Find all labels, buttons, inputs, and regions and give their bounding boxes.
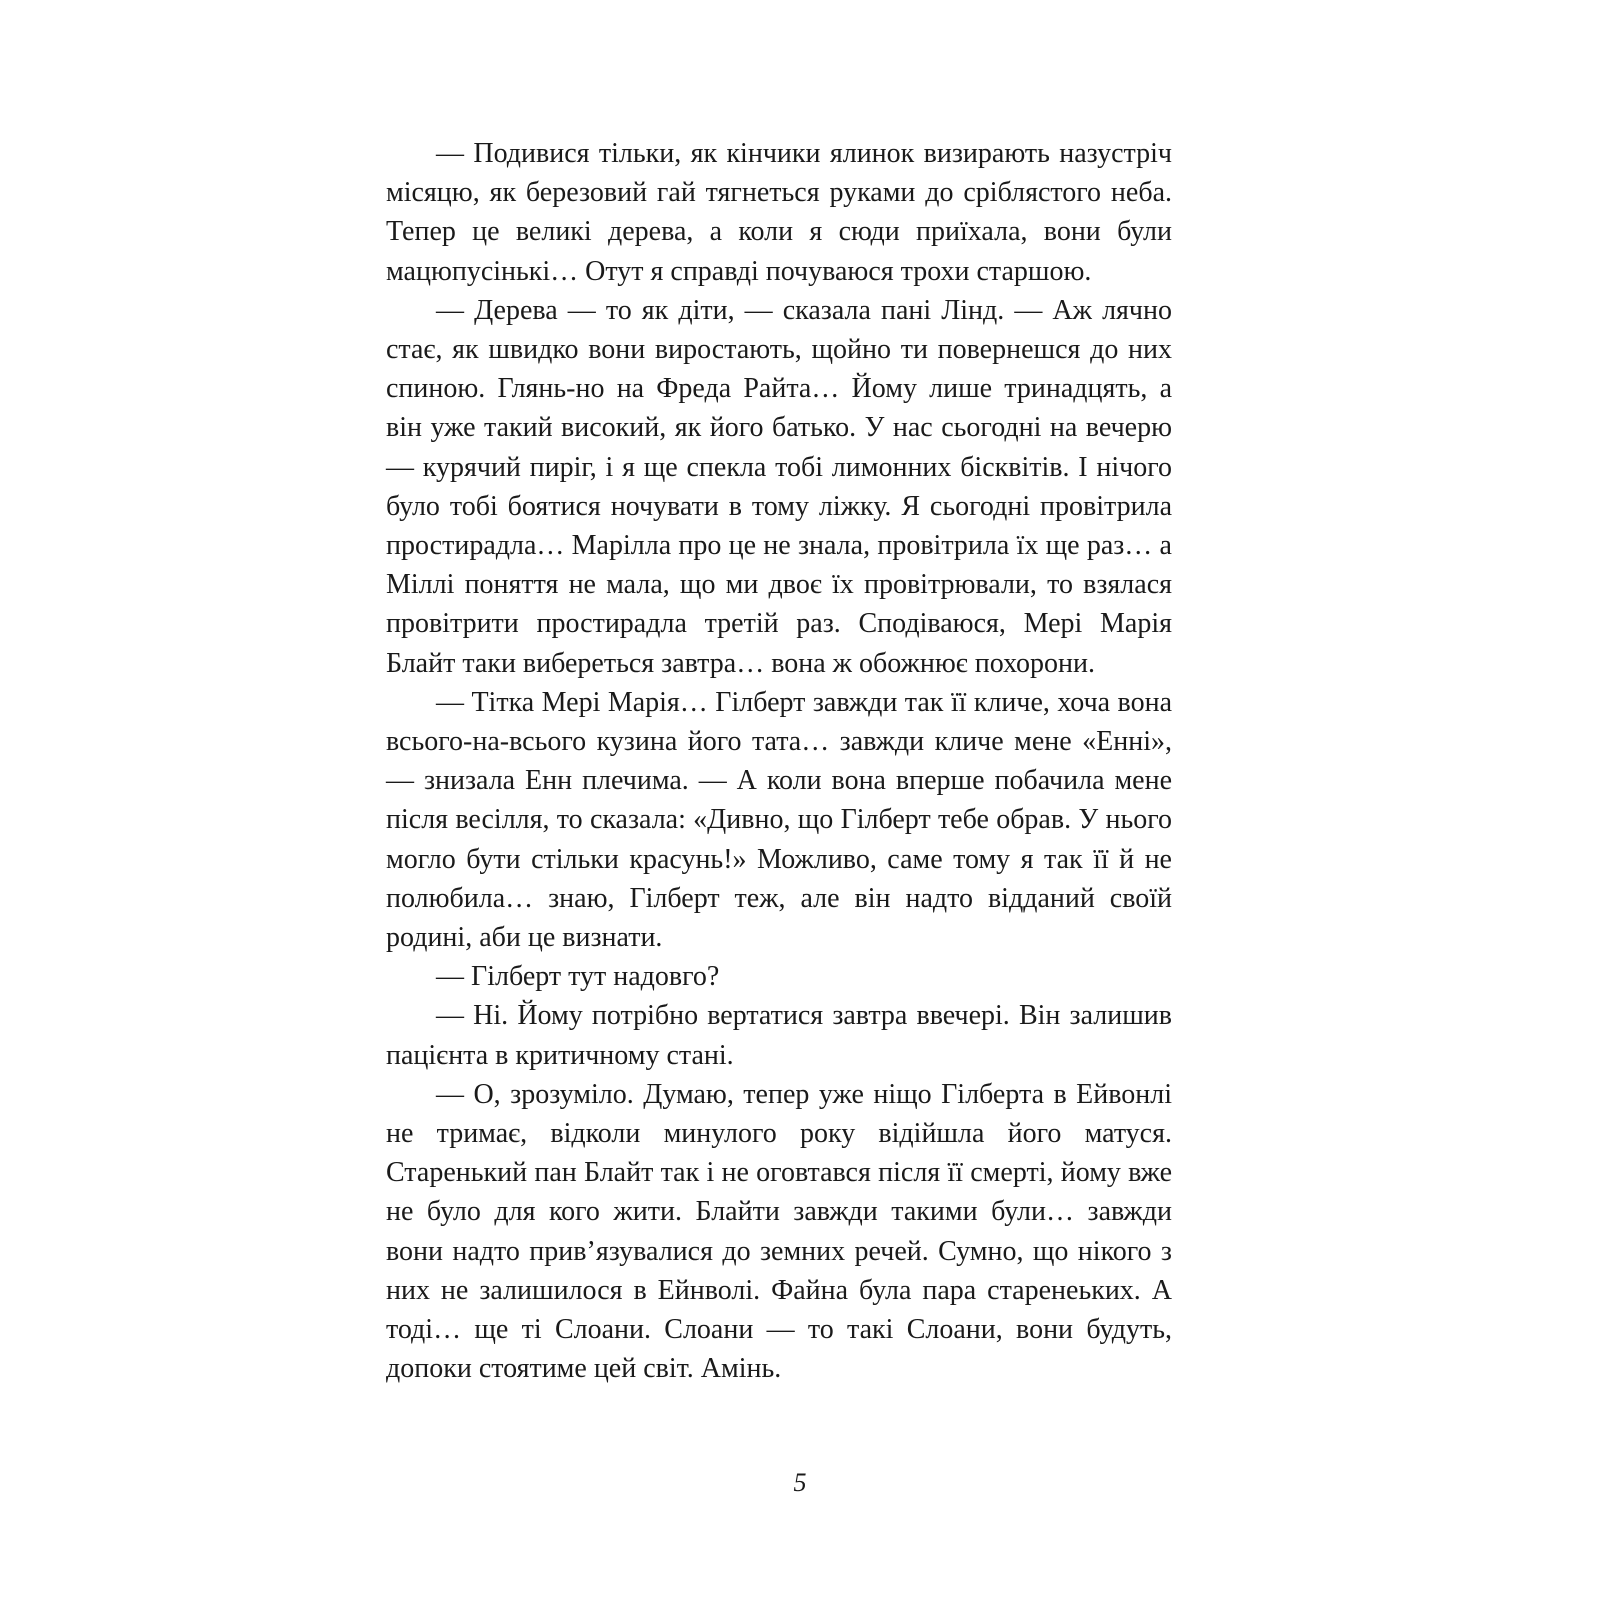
page-number: 5 [793,1468,807,1497]
paragraph: — Тітка Мері Марія… Гілберт завжди так її кличе, хоча вона всього-на-всього кузина його тата… завжди кличе мене «Енні», — знизала Енн плечима. — А коли вона вперше побачила мене після весілля, то сказала: «Дивно, що Гілберт тебе обрав. У нього могло бути стільки красунь!» Можливо, саме тому я так її й не полюбила… знаю, Гілберт теж, але він надто відданий своїй родині, аби це визнати. [386,686,1172,954]
text-column [386,134,1172,1389]
paragraph: — О, зрозуміло. Думаю, тепер уже ніщо Гілберта в Ейвонлі не тримає, відколи минулого року відійшла його матуся. Старенький пан Блайт так і не оговтався після її смерті, йому вже не було для кого жити. Блайти завжди такими були… завжди вони надто прив’язувалися до земних речей. Сумно, що нікого з них не залишилося в Ейнволі. Файна була пара старенеьких. А тоді… ще ті Слоани. Слоани — то такі Слоани, вони будуть, допоки стоятиме цей світ. Амінь. [386,1078,1172,1385]
paragraph: — Дерева — то як діти, — сказала пані Лінд. — Аж лячно стає, як швидко вони виростають, щойно ти повернешся до них спиною. Глянь-но на Фреда Райта… Йому лише тринадцять, а він уже такий високий, як його батько. У нас сьогодні на вечерю — курячий пиріг, і я ще спекла тобі лимонних бісквітів. І нічого було тобі боятися ночувати в тому ліжку. Я сьогодні провітрила простирадла… Марілла про це не знала, провітрила їх ще раз… а Міллі поняття не мала, що ми двоє їх провітрювали, то взялася провітрити простирадла третій раз. Сподіваюся, Мері Марія Блайт таки вибереться завтра… вона ж обожнює похорони. [386,294,1172,679]
paragraph: — Ні. Йому потрібно вертатися завтра ввечері. Він залишив пацієнта в критичному стані. [386,1000,1172,1071]
paragraph: — Гілберт тут надовго? [436,961,720,993]
paragraph: — Подивися тільки, як кінчики ялинок визирають назустріч місяцю, як березовий гай тягнеться руками до сріблястого неба. Тепер це великі дерева, а коли я сюди приїхала, вони були мацюпусінькі… Отут я справді почуваюся трохи старшою. [386,138,1172,287]
